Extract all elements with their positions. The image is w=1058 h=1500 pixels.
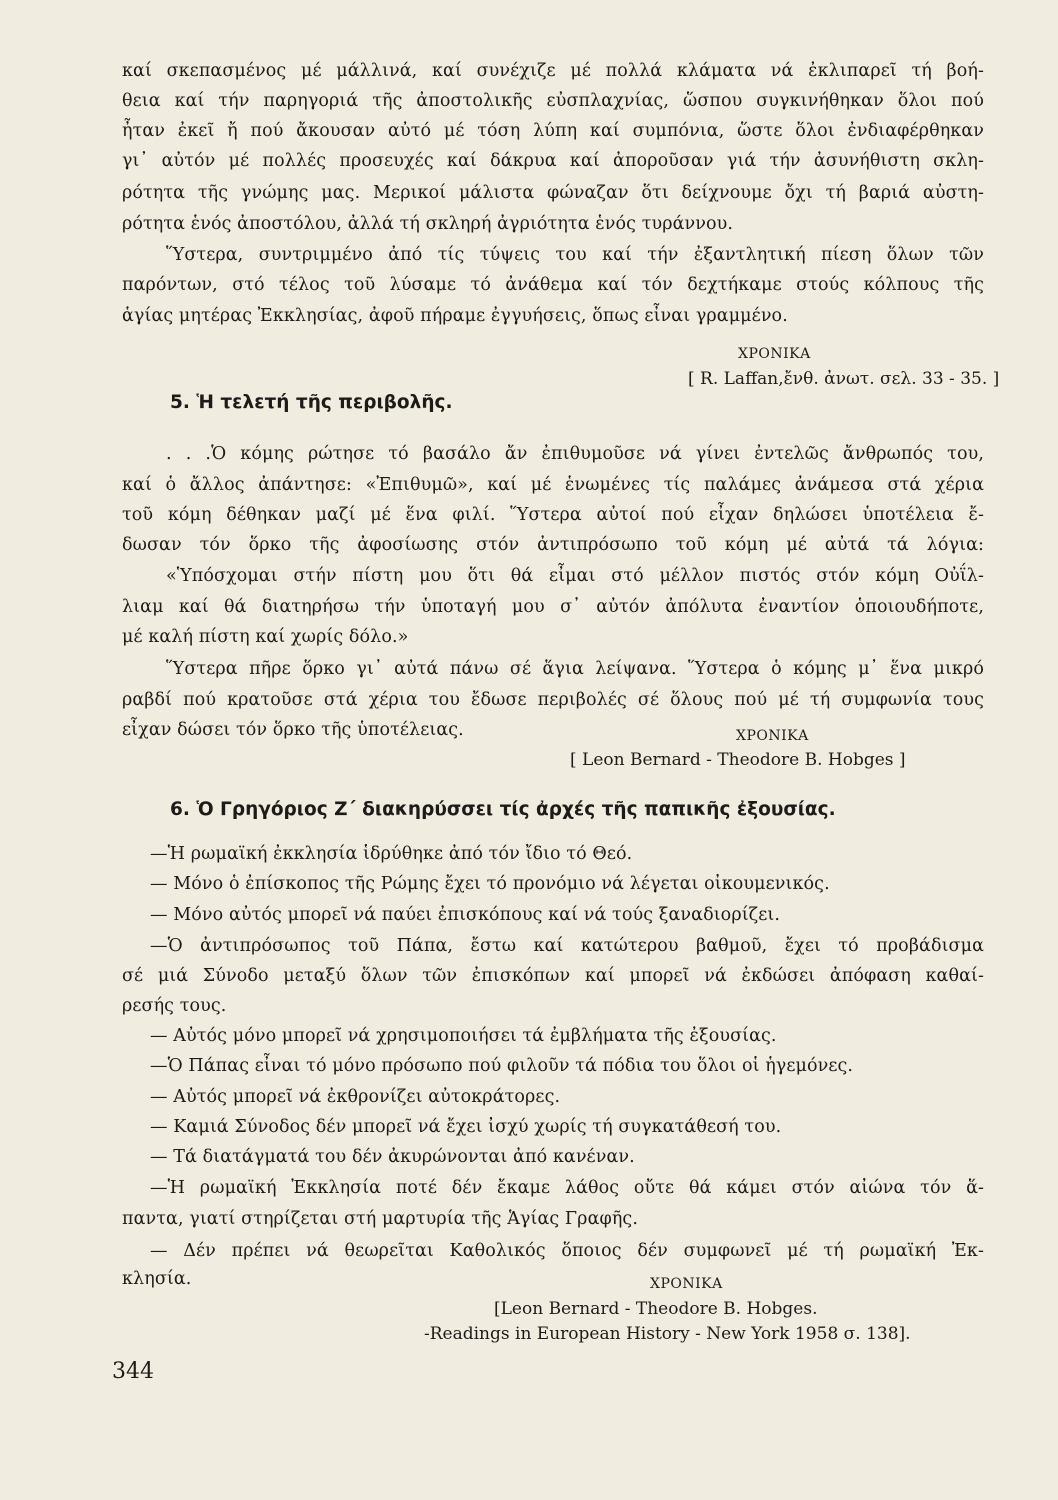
list-item: — Αὐτός μπορεῖ νά ἐκθρονίζει αὐτοκράτορες.: [150, 1087, 561, 1107]
list-item: — Μόνο αὐτός μπορεῖ νά παύει ἐπισκόπους καί νά τούς ξαναδιορίζει.: [150, 905, 781, 925]
text-line: ἦταν ἐκεῖ ἤ πού ἄκουσαν αὐτό μέ τόση λύπη καί συμπόνια, ὥστε ὅλοι ἐνδιαφέρθηκαν: [122, 121, 984, 141]
text-line: θεια καί τήν παρηγοριά τῆς ἀποστολικῆς εὐσπλαχνίας, ὥσπου συγκινήθηκαν ὅλοι πού: [122, 91, 984, 111]
text-line: μέ καλή πίστη καί χωρίς δόλο.»: [122, 627, 409, 647]
text-line: γι᾽ αὐτόν μέ πολλές προσευχές καί δάκρυα καί ἀποροῦσαν γιά τήν ἀσυνήθιστη σκλη-: [122, 151, 984, 171]
text-line: . . .Ὁ κόμης ρώτησε τό βασάλο ἄν ἐπιθυμοῦσε νά γίνει ἐντελῶς ἄνθρωπός του,: [166, 444, 984, 464]
text-line: εἶχαν δώσει τόν ὅρκο τῆς ὑποτέλειας.: [122, 720, 464, 740]
source-citation: [ Leon Bernard - Theodore B. Hobges ]: [570, 750, 906, 770]
text-line: Ὕστερα, συντριμμένο ἀπό τίς τύψεις του καί τήν ἐξαντλητική πίεση ὅλων τῶν: [166, 245, 984, 265]
page-number: 344: [112, 1359, 154, 1384]
source-citation: [Leon Bernard - Theodore B. Hobges.: [494, 1299, 818, 1319]
text-line: σέ μιά Σύνοδο μεταξύ ὅλων τῶν ἐπισκόπων καί μπορεῖ νά ἐκδώσει ἀπόφαση καθαί-: [122, 966, 984, 986]
source-label: ΧΡΟΝΙΚΑ: [736, 728, 809, 744]
text-line: κλησία.: [122, 1269, 192, 1289]
text-line: Ὕστερα πῆρε ὅρκο γι᾽ αὐτά πάνω σέ ἅγια λείψανα. Ὕστερα ὁ κόμης μ᾽ ἕνα μικρό: [166, 659, 984, 679]
text-line: ρότητα ἑνός ἀποστόλου, ἀλλά τή σκληρή ἀγριότητα ἑνός τυράννου.: [122, 214, 734, 234]
text-line: παρόντων, στό τέλος τοῦ λύσαμε τό ἀνάθεμα καί τόν δεχτήκαμε στούς κόλπους τῆς: [122, 275, 984, 295]
text-line: ἁγίας μητέρας Ἐκκλησίας, ἀφοῦ πήραμε ἐγγυήσεις, ὅπως εἶναι γραμμένο.: [122, 306, 788, 326]
text-line: ρεσής τους.: [122, 996, 227, 1016]
list-item: —Ὁ Πάπας εἶναι τό μόνο πρόσωπο πού φιλοῦν τά πόδια του ὅλοι οἱ ἡγεμόνες.: [150, 1056, 854, 1076]
list-item: — Τά διατάγματά του δέν ἀκυρώνονται ἀπό κανέναν.: [150, 1147, 635, 1167]
list-item: — Καμιά Σύνοδος δέν μπορεῖ νά ἔχει ἰσχύ χωρίς τή συγκατάθεσή του.: [150, 1117, 782, 1137]
text-line: καί ὁ ἄλλος ἀπάντησε: «Ἐπιθυμῶ», καί μέ ἑνωμένες τίς παλάμες ἀνάμεσα στά χέρια: [122, 475, 984, 495]
list-item: —Ὁ ἀντιπρόσωπος τοῦ Πάπα, ἔστω καί κατώτερου βαθμοῦ, ἔχει τό προβάδισμα: [150, 936, 984, 956]
source-label: ΧΡΟΝΙΚΑ: [650, 1276, 723, 1292]
section-heading-6: 6. Ὁ Γρηγόριος Ζ΄ διακηρύσσει τίς ἀρχές τῆς παπικῆς ἐξουσίας.: [170, 799, 836, 820]
section-heading-5: 5. Ἡ τελετή τῆς περιβολῆς.: [170, 392, 453, 413]
list-item: —Ἡ ρωμαϊκή ἐκκλησία ἱδρύθηκε ἀπό τόν ἴδιο τό Θεό.: [150, 844, 633, 864]
list-item: — Αὐτός μόνο μπορεῖ νά χρησιμοποιήσει τά ἐμβλήματα τῆς ἐξουσίας.: [150, 1026, 777, 1046]
text-line: τοῦ κόμη δέθηκαν μαζί μέ ἕνα φιλί. Ὕστερα αὐτοί πού εἶχαν δηλώσει ὑποτέλεια ἔ-: [122, 505, 984, 525]
source-citation: [ R. Laffan,ἔνθ. ἀνωτ. σελ. 33 - 35. ]: [688, 369, 1000, 389]
text-line: παντα, γιατί στηρίζεται στή μαρτυρία τῆς Ἁγίας Γραφῆς.: [122, 1209, 638, 1229]
list-item: — Μόνο ὁ ἐπίσκοπος τῆς Ρώμης ἔχει τό προνόμιο νά λέγεται οἰκουμενικός.: [150, 874, 830, 894]
list-item: —Ἡ ρωμαϊκή Ἐκκλησία ποτέ δέν ἔκαμε λάθος οὔτε θά κάμει στόν αἰώνα τόν ἅ-: [150, 1178, 984, 1198]
source-label: ΧΡΟΝΙΚΑ: [738, 346, 811, 362]
text-line: δωσαν τόν ὅρκο τῆς ἀφοσίωσης στόν ἀντιπρόσωπο τοῦ κόμη μέ αὐτά τά λόγια:: [122, 535, 984, 555]
text-line: «Ὑπόσχομαι στήν πίστη μου ὅτι θά εἶμαι στό μέλλον πιστός στόν κόμη Οὐΐλ-: [166, 566, 984, 586]
text-line: λιαμ καί θά διατηρήσω τήν ὑποταγή μου σ᾽ αὐτόν ἀπόλυτα ἐναντίον ὁποιουδήποτε,: [122, 597, 984, 617]
source-citation: -Readings in European History - New York 1958 σ. 138].: [424, 1324, 911, 1344]
list-item: — Δέν πρέπει νά θεωρεῖται Καθολικός ὅποιος δέν συμφωνεῖ μέ τή ρωμαϊκή Ἐκ-: [150, 1241, 984, 1261]
text-line: καί σκεπασμένος μέ μάλλινά, καί συνέχιζε μέ πολλά κλάματα νά ἐκλιπαρεῖ τή βοή-: [122, 61, 984, 81]
text-line: ραβδί πού κρατοῦσε στά χέρια του ἔδωσε περιβολές σέ ὅλους πού μέ τή συμφωνία τους: [122, 690, 984, 710]
text-line: ρότητα τῆς γνώμης μας. Μερικοί μάλιστα φώναζαν ὅτι δείχνουμε ὄχι τή βαριά αὐστη-: [122, 183, 984, 203]
